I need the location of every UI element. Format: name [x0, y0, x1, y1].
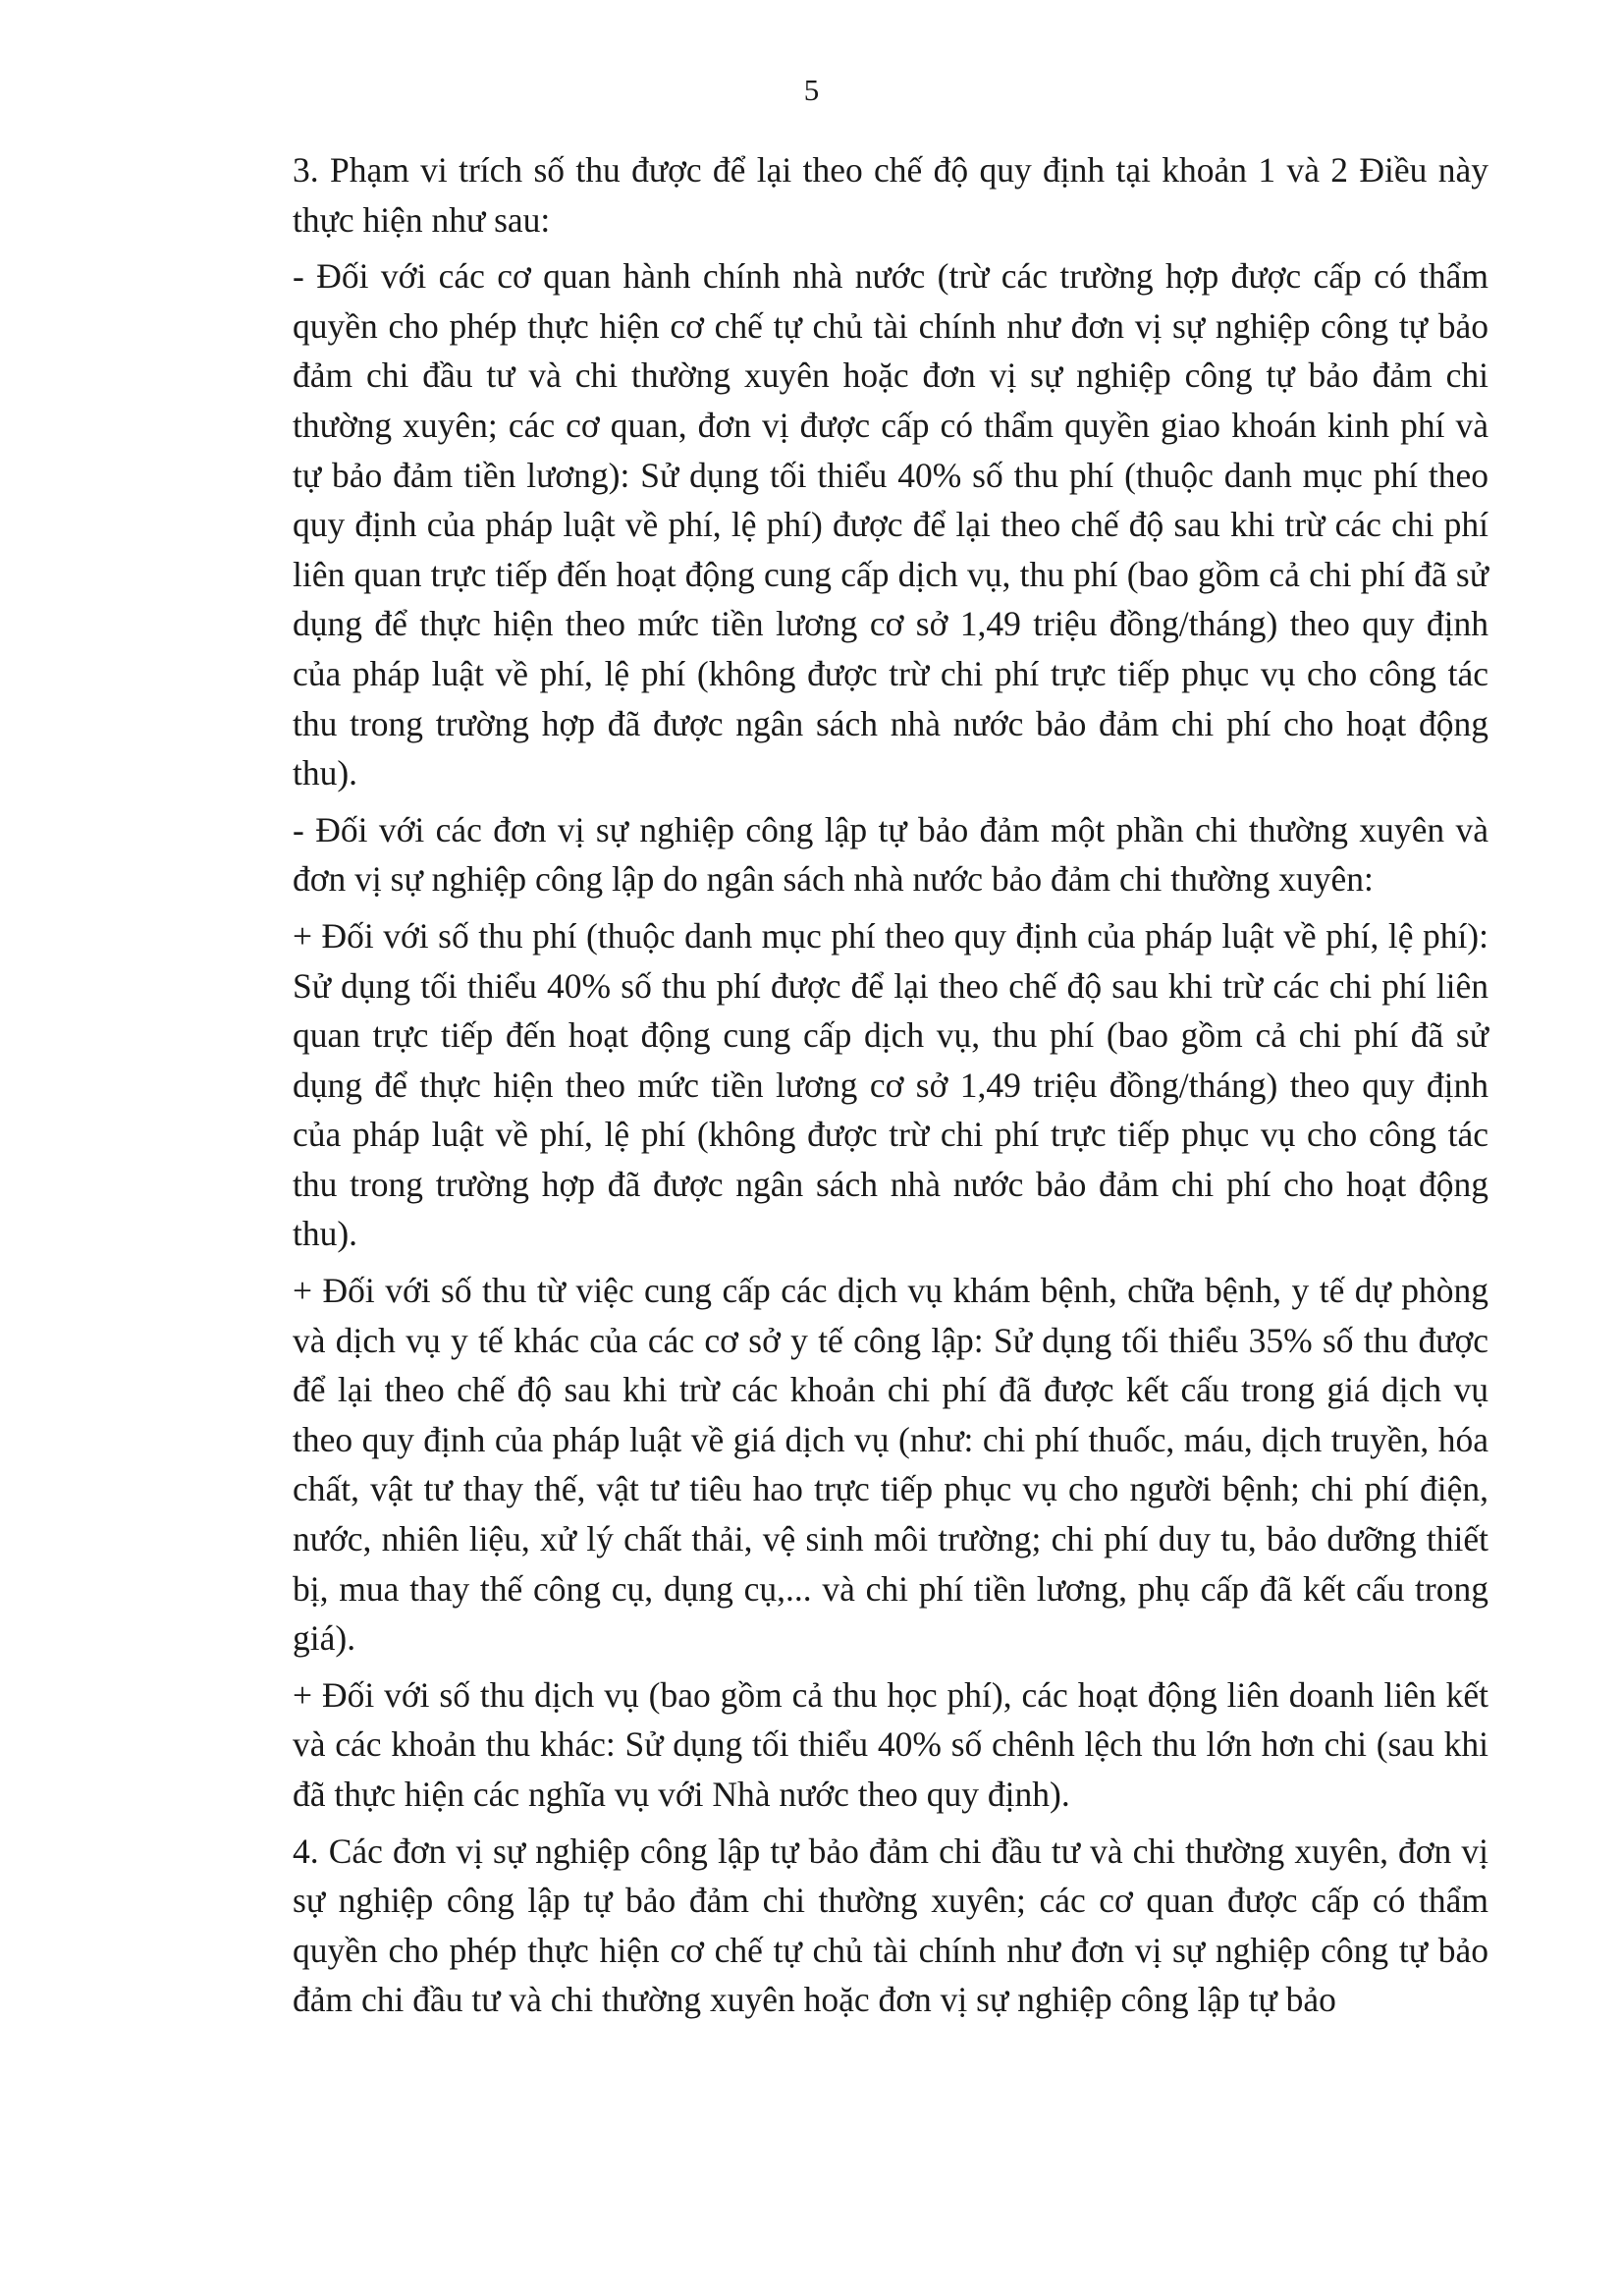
- paragraph-service-revenue: + Đối với số thu dịch vụ (bao gồm cả thu học phí), các hoạt động liên doanh liên kết và các khoản thu khác: Sử dụng tối thiểu 40% số chênh lệch thu lớn hơn chi (sau khi đã thực hiện các nghĩa vụ với Nhà nước theo quy định).: [293, 1674, 1488, 1814]
- paragraph-section-4: 4. Các đơn vị sự nghiệp công lập tự bảo đảm chi đầu tư và chi thường xuyên, đơn vị sự nghiệp công lập tự bảo đảm chi thường xuyên; các cơ quan được cấp có thẩm quyền cho phép thực hiện cơ chế tự chủ tài chính như đơn vị sự nghiệp công tự bảo đảm chi đầu tư và chi thường xuyên hoặc đơn vị sự nghiệp công lập tự bảo: [293, 1831, 1488, 2020]
- paragraph-public-units: - Đối với các đơn vị sự nghiệp công lập tự bảo đảm một phần chi thường xuyên và đơn vị sự nghiệp công lập do ngân sách nhà nước bảo đảm chi thường xuyên:: [293, 809, 1488, 900]
- paragraph-fee-revenue: + Đối với số thu phí (thuộc danh mục phí theo quy định của pháp luật về phí, lệ phí): Sử dụng tối thiểu 40% số thu phí được để lại theo chế độ sau khi trừ các chi phí liên quan trực tiếp đến hoạt động cung cấp dịch vụ, thu phí (bao gồm cả chi phí đã sử dụng để thực hiện theo mức tiền lương cơ sở 1,49 triệu đồng/tháng) theo quy định của pháp luật về phí, lệ phí (không được trừ chi phí trực tiếp phục vụ cho công tác thu trong trường hợp đã được ngân sách nhà nước bảo đảm chi phí cho hoạt động thu).: [293, 915, 1488, 1254]
- paragraph-section-3-intro: 3. Phạm vi trích số thu được để lại theo chế độ quy định tại khoản 1 và 2 Điều này thực hiện như sau:: [293, 150, 1488, 240]
- paragraph-admin-agencies: - Đối với các cơ quan hành chính nhà nước (trừ các trường hợp được cấp có thẩm quyền cho phép thực hiện cơ chế tự chủ tài chính như đơn vị sự nghiệp công tự bảo đảm chi đầu tư và chi thường xuyên hoặc đơn vị sự nghiệp công tự bảo đảm chi thường xuyên; các cơ quan, đơn vị được cấp có thẩm quyền giao khoán kinh phí và tự bảo đảm tiền lương): Sử dụng tối thiểu 40% số thu phí (thuộc danh mục phí theo quy định của pháp luật về phí, lệ phí) được để lại theo chế độ sau khi trừ các chi phí liên quan trực tiếp đến hoạt động cung cấp dịch vụ, thu phí (bao gồm cả chi phí đã sử dụng để thực hiện theo mức tiền lương cơ sở 1,49 triệu đồng/tháng) theo quy định của pháp luật về phí, lệ phí (không được trừ chi phí trực tiếp phục vụ cho công tác thu trong trường hợp đã được ngân sách nhà nước bảo đảm chi phí cho hoạt động thu).: [293, 256, 1488, 793]
- paragraph-medical-services: + Đối với số thu từ việc cung cấp các dịch vụ khám bệnh, chữa bệnh, y tế dự phòng và dịch vụ y tế khác của các cơ sở y tế công lập: Sử dụng tối thiểu 35% số thu được để lại theo chế độ sau khi trừ các khoản chi phí đã được kết cấu trong giá dịch vụ theo quy định của pháp luật về giá dịch vụ (như: chi phí thuốc, máu, dịch truyền, hóa chất, vật tư thay thế, vật tư tiêu hao trực tiếp phục vụ cho người bệnh; chi phí điện, nước, nhiên liệu, xử lý chất thải, vệ sinh môi trường; chi phí duy tu, bảo dưỡng thiết bị, mua thay thế công cụ, dụng cụ,... và chi phí tiền lương, phụ cấp đã kết cấu trong giá).: [293, 1271, 1488, 1659]
- page-number: 5: [803, 73, 820, 107]
- document-body: [293, 145, 1488, 2032]
